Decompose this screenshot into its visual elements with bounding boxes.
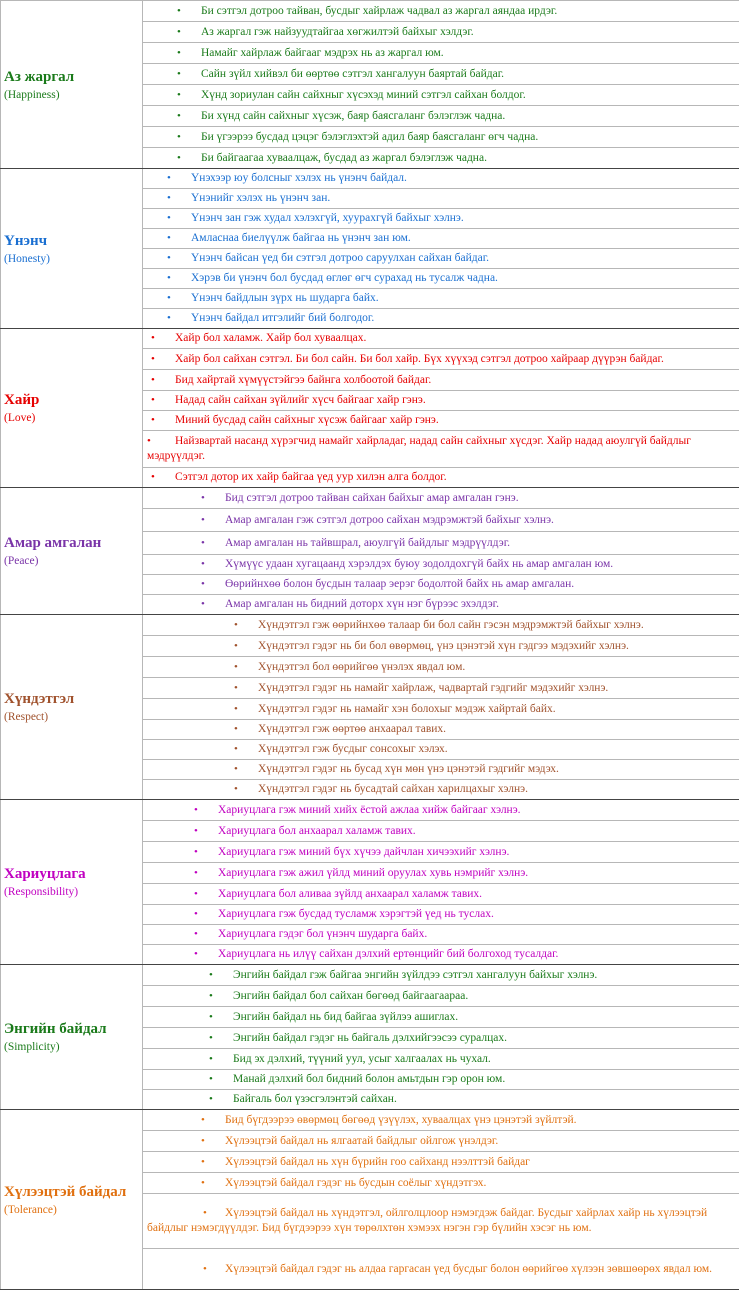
- statement-cell: [143, 678, 739, 699]
- bullet-icon: •: [167, 211, 171, 226]
- statement-cell: [143, 780, 739, 800]
- bullet-icon: •: [147, 434, 151, 449]
- statement-text: Хүндэтгэл гэж өөрийнхөө талаар би бол сайн гэсэн мэдрэмжтэй байхыг хэлнэ.: [143, 618, 739, 633]
- statement-cell: [143, 1070, 739, 1090]
- statement-text: Амар амгалан нь тайвшрал, аюулгүй байдлыг мэдрүүлдэг.: [143, 536, 739, 551]
- statement-text: Хайр бол халамж. Хайр бол хуваалцах.: [143, 331, 739, 346]
- statement-cell: [143, 532, 739, 555]
- category-title: Аз жаргал: [4, 67, 142, 87]
- category-cell: [1, 169, 143, 329]
- statement-text: Би байгаагаа хуваалцаж, бусдад аз жаргал бэлэглэж чадна.: [143, 151, 739, 166]
- statement-text: Хүлээцтэй байдал гэдэг нь бусдын соёлыг хүндэтгэх.: [143, 1176, 739, 1191]
- statement-cell: [143, 1110, 739, 1131]
- bullet-icon: •: [194, 824, 198, 839]
- statement-text: Өөрийнхөө болон бусдын талаар эерэг бодолтой байх нь амар амгалан.: [143, 577, 739, 592]
- statement-cell: [143, 986, 739, 1007]
- statement-cell: [143, 842, 739, 863]
- statement-cell: [143, 22, 739, 43]
- statement-text: Хүндэтгэл гэдэг нь намайг хайрлаж, чадвартай гэдгийг мэдэхийг хэлнэ.: [143, 681, 739, 696]
- statement-text: Хариуцлага бол анхаарал халамж тавих.: [143, 824, 739, 839]
- bullet-icon: •: [177, 88, 181, 103]
- bullet-icon: •: [234, 782, 238, 797]
- category-cell: [1, 1, 143, 169]
- statement-cell: [143, 905, 739, 925]
- category-english-name: (Responsibility): [4, 884, 142, 900]
- statement-cell: [143, 863, 739, 884]
- statement-cell: [143, 1131, 739, 1152]
- statement-text: Хүндэтгэл гэж өөртөө анхаарал тавих.: [143, 722, 739, 737]
- statement-text: Хариуцлага гэж ажил үйлд миний оруулах хувь нэмрийг хэлнэ.: [143, 866, 739, 881]
- statement-text: Хариуцлага бол аливаа зүйлд анхаарал халамж тавих.: [143, 887, 739, 902]
- statement-cell: [143, 720, 739, 740]
- statement-cell: [143, 800, 739, 821]
- statement-text: Хүлээцтэй байдал нь ялгаатай байдлыг ойлгож үнэлдэг.: [143, 1134, 739, 1149]
- category-title: Хайр: [4, 390, 142, 410]
- bullet-icon: •: [209, 1052, 213, 1067]
- category-english-name: (Happiness): [4, 87, 142, 103]
- statement-cell: [143, 821, 739, 842]
- statement-text: Найзвартай насанд хүрэгчид намайг хайрладаг, надад сайн сайхныг хүсдэг. Хайр надад аюулгүй байдлыг мэдрүүлдэг.: [143, 434, 739, 464]
- statement-text: Хариуцлага гэж бусдад тусламж хэрэгтэй үед нь туслах.: [143, 907, 739, 922]
- statement-text: Хүндэтгэл гэдэг нь бусадтай сайхан харилцахыг хэлнэ.: [143, 782, 739, 797]
- bullet-icon: •: [209, 1092, 213, 1107]
- category-cell: [1, 329, 143, 488]
- statement-text: Хүндэтгэл гэдэг нь би бол өвөрмөц, үнэ цэнэтэй хүн гэдгээ мэдэхийг хэлнэ.: [143, 639, 739, 654]
- bullet-icon: •: [234, 722, 238, 737]
- statement-text: Энгийн байдал гэдэг нь байгаль дэлхийгээсээ суралцах.: [143, 1031, 739, 1046]
- statement-text: Бид сэтгэл дотроо тайван сайхан байхыг амар амгалан гэнэ.: [143, 491, 739, 506]
- value-row: [1, 169, 739, 189]
- category-title: Хүлээцтэй байдал: [4, 1182, 142, 1202]
- statement-text: Хүндэтгэл гэдэг нь бусад хүн мөн үнэ цэнэтэй гэдгийг мэдэх.: [143, 762, 739, 777]
- statement-cell: [143, 106, 739, 127]
- bullet-icon: •: [167, 251, 171, 266]
- statement-text: Хүнд зориулан сайн сайхныг хүсэхэд миний сэтгэл сайхан болдог.: [143, 88, 739, 103]
- bullet-icon: •: [234, 762, 238, 777]
- statement-cell: [143, 1090, 739, 1110]
- statement-text: Хүндэтгэл бол өөрийгөө үнэлэх явдал юм.: [143, 660, 739, 675]
- statement-cell: [143, 229, 739, 249]
- statement-text: Би үгээрээ бусдад цэцэг бэлэглэхтэй адил баяр баясгаланг өгч чадна.: [143, 130, 739, 145]
- bullet-icon: •: [201, 1134, 205, 1149]
- category-english-name: (Love): [4, 410, 142, 426]
- statement-text: Хүндэтгэл гэдэг нь намайг хэн болохыг мэдэж хайртай байх.: [143, 702, 739, 717]
- bullet-icon: •: [167, 271, 171, 286]
- statement-cell: [143, 575, 739, 595]
- category-title: Үнэнч: [4, 231, 142, 251]
- statement-cell: [143, 699, 739, 720]
- bullet-icon: •: [151, 393, 155, 408]
- statement-cell: [143, 189, 739, 209]
- statement-cell: [143, 1007, 739, 1028]
- statement-text: Энгийн байдал гэж байгаа энгийн зүйлдээ сэтгэл хангалуун байхыг хэлнэ.: [143, 968, 739, 983]
- statement-cell: [143, 64, 739, 85]
- value-row: [1, 800, 739, 821]
- statement-text: Амар амгалан нь бидний доторх хүн нэг бүрээс эхэлдэг.: [143, 597, 739, 612]
- statement-cell: [143, 636, 739, 657]
- bullet-icon: •: [177, 67, 181, 82]
- bullet-icon: •: [177, 4, 181, 19]
- statement-text: Үнэхээр юу болсныг хэлэх нь үнэнч байдал.: [143, 171, 739, 186]
- value-row: [1, 965, 739, 986]
- bullet-icon: •: [209, 989, 213, 1004]
- statement-cell: [143, 329, 739, 349]
- statement-text: Би хүнд сайн сайхныг хүсэж, баяр баясгаланг бэлэглэж чадна.: [143, 109, 739, 124]
- bullet-icon: •: [201, 1113, 205, 1128]
- bullet-icon: •: [177, 130, 181, 145]
- bullet-icon: •: [167, 231, 171, 246]
- statement-text: Үнэнч зан гэж худал хэлэхгүй, хуурахгүй байхыг хэлнэ.: [143, 211, 739, 226]
- statement-cell: [143, 1049, 739, 1070]
- bullet-icon: •: [209, 1010, 213, 1025]
- statement-text: Энгийн байдал нь бид байгаа зүйлээ ашиглах.: [143, 1010, 739, 1025]
- statement-text: Бид бүгдээрээ өвөрмөц бөгөөд үзүүлэх, хуваалцах үнэ цэнэтэй зүйлтэй.: [143, 1113, 739, 1128]
- statement-cell: [143, 269, 739, 289]
- bullet-icon: •: [177, 46, 181, 61]
- statement-text: Хүлээцтэй байдал нь хүндэтгэл, ойлголцлоор нэмэгдэж байдаг. Бусдыг хайрлах хайр нь хүлээцтэй байдлыг нэмэгдүүлдэг. Бид бүгдээрээ хүн төрөлхтөн хэмээх нэгэн гэр бүлийн хэсэг нь юм.: [143, 1206, 739, 1236]
- bullet-icon: •: [209, 968, 213, 983]
- statement-text: Энгийн байдал бол сайхан бөгөөд байгаагаараа.: [143, 989, 739, 1004]
- bullet-icon: •: [203, 1206, 207, 1221]
- bullet-icon: •: [194, 947, 198, 962]
- bullet-icon: •: [194, 907, 198, 922]
- statement-text: Хэрэв би үнэнч бол бусдад өглөг өгч сурахад нь тусалж чадна.: [143, 271, 739, 286]
- statement-cell: [143, 925, 739, 945]
- statement-cell: [143, 1249, 739, 1290]
- bullet-icon: •: [201, 577, 205, 592]
- bullet-icon: •: [201, 491, 205, 506]
- bullet-icon: •: [194, 887, 198, 902]
- bullet-icon: •: [177, 109, 181, 124]
- statement-cell: [143, 391, 739, 411]
- bullet-icon: •: [151, 352, 155, 367]
- bullet-icon: •: [194, 803, 198, 818]
- statement-text: Сайн зүйл хийвэл би өөртөө сэтгэл хангалуун баяртай байдаг.: [143, 67, 739, 82]
- statement-text: Үнэнийг хэлэх нь үнэнч зан.: [143, 191, 739, 206]
- bullet-icon: •: [201, 536, 205, 551]
- value-row: [1, 329, 739, 349]
- bullet-icon: •: [234, 660, 238, 675]
- statement-cell: [143, 1152, 739, 1173]
- bullet-icon: •: [201, 597, 205, 612]
- bullet-icon: •: [209, 1072, 213, 1087]
- bullet-icon: •: [167, 171, 171, 186]
- bullet-icon: •: [203, 1262, 207, 1277]
- value-row: [1, 1, 739, 22]
- category-english-name: (Respect): [4, 709, 142, 725]
- statement-cell: [143, 148, 739, 169]
- value-row: [1, 488, 739, 509]
- bullet-icon: •: [151, 373, 155, 388]
- statement-text: Үнэнч байдлын зүрх нь шударга байх.: [143, 291, 739, 306]
- bullet-icon: •: [234, 702, 238, 717]
- bullet-icon: •: [194, 866, 198, 881]
- statement-text: Хайр бол сайхан сэтгэл. Би бол сайн. Би бол хайр. Бүх хүүхэд сэтгэл дотроо хайраар дүүрэн байдаг.: [143, 352, 739, 367]
- statement-cell: [143, 85, 739, 106]
- category-english-name: (Tolerance): [4, 1202, 142, 1218]
- statement-cell: [143, 945, 739, 965]
- statement-text: Хариуцлага гэдэг бол үнэнч шударга байх.: [143, 927, 739, 942]
- statement-cell: [143, 595, 739, 615]
- statement-text: Амар амгалан гэж сэтгэл дотроо сайхан мэдрэмжтэй байхыг хэлнэ.: [143, 513, 739, 528]
- statement-text: Хүмүүс удаан хугацаанд хэрэлдэх буюу зодолдохгүй байх нь амар амгалан юм.: [143, 557, 739, 572]
- statement-text: Хүлээцтэй байдал гэдэг нь алдаа гаргасан үед бусдыг болон өөрийгөө хүлээн зөвшөөрөх явдал юм.: [143, 1262, 739, 1277]
- bullet-icon: •: [201, 557, 205, 572]
- value-row: [1, 1110, 739, 1131]
- statement-text: Хариуцлага гэж миний бүх хүчээ дайчлан хичээхийг хэлнэ.: [143, 845, 739, 860]
- statement-text: Би сэтгэл дотроо тайван, бусдыг хайрлаж чадвал аз жаргал аяндаа ирдэг.: [143, 4, 739, 19]
- statement-text: Надад сайн сайхан зүйлийг хүсч байгааг хайр гэнэ.: [143, 393, 739, 408]
- statement-cell: [143, 615, 739, 636]
- statement-text: Намайг хайрлаж байгааг мэдрэх нь аз жаргал юм.: [143, 46, 739, 61]
- category-cell: [1, 615, 143, 800]
- bullet-icon: •: [234, 681, 238, 696]
- bullet-icon: •: [201, 1176, 205, 1191]
- bullet-icon: •: [177, 25, 181, 40]
- statement-cell: [143, 127, 739, 148]
- statement-cell: [143, 169, 739, 189]
- bullet-icon: •: [201, 513, 205, 528]
- bullet-icon: •: [234, 618, 238, 633]
- bullet-icon: •: [234, 742, 238, 757]
- bullet-icon: •: [151, 470, 155, 485]
- category-title: Амар амгалан: [4, 533, 142, 553]
- statement-cell: [143, 431, 739, 468]
- statement-cell: [143, 740, 739, 760]
- statement-cell: [143, 1, 739, 22]
- statement-cell: [143, 884, 739, 905]
- category-title: Энгийн байдал: [4, 1019, 142, 1039]
- bullet-icon: •: [234, 639, 238, 654]
- bullet-icon: •: [194, 927, 198, 942]
- category-english-name: (Simplicity): [4, 1039, 142, 1055]
- statement-cell: [143, 209, 739, 229]
- bullet-icon: •: [194, 845, 198, 860]
- statement-cell: [143, 760, 739, 780]
- statement-text: Бид эх дэлхий, түүний уул, усыг халгаалах нь чухал.: [143, 1052, 739, 1067]
- statement-cell: [143, 309, 739, 329]
- statement-text: Хүлээцтэй байдал нь хүн бүрийн гоо сайханд нээлттэй байдаг: [143, 1155, 739, 1170]
- bullet-icon: •: [201, 1155, 205, 1170]
- statement-cell: [143, 1194, 739, 1249]
- statement-cell: [143, 488, 739, 509]
- category-cell: [1, 800, 143, 965]
- category-cell: [1, 965, 143, 1110]
- statement-cell: [143, 1028, 739, 1049]
- statement-text: Аз жаргал гэж найзуудтайгаа хөгжилтэй байхыг хэлдэг.: [143, 25, 739, 40]
- statement-cell: [143, 509, 739, 532]
- statement-cell: [143, 657, 739, 678]
- statement-cell: [143, 555, 739, 575]
- statement-text: Миний бусдад сайн сайхныг хүсэж байгааг хайр гэнэ.: [143, 413, 739, 428]
- statement-text: Үнэнч байсан үед би сэтгэл дотроо саруулхан сайхан байдаг.: [143, 251, 739, 266]
- statement-cell: [143, 965, 739, 986]
- statement-text: Манай дэлхий бол бидний болон амьтдын гэр орон юм.: [143, 1072, 739, 1087]
- category-title: Хүндэтгэл: [4, 689, 142, 709]
- statement-text: Бид хайртай хүмүүстэйгээ байнга холбоотой байдаг.: [143, 373, 739, 388]
- statement-cell: [143, 468, 739, 488]
- category-title: Хариуцлага: [4, 864, 142, 884]
- category-english-name: (Peace): [4, 553, 142, 569]
- statement-cell: [143, 43, 739, 64]
- statement-text: Хариуцлага гэж миний хийх ёстой ажлаа хийж байгааг хэлнэ.: [143, 803, 739, 818]
- statement-text: Байгаль бол үзэсгэлэнтэй сайхан.: [143, 1092, 739, 1107]
- bullet-icon: •: [167, 291, 171, 306]
- statement-cell: [143, 411, 739, 431]
- bullet-icon: •: [167, 311, 171, 326]
- statement-text: Сэтгэл дотор их хайр байгаа үед уур хилэн алга болдог.: [143, 470, 739, 485]
- bullet-icon: •: [177, 151, 181, 166]
- statement-cell: [143, 249, 739, 269]
- statement-text: Хүндэтгэл гэж бусдыг сонсохыг хэлэх.: [143, 742, 739, 757]
- statement-cell: [143, 1173, 739, 1194]
- bullet-icon: •: [151, 413, 155, 428]
- category-cell: [1, 488, 143, 615]
- statement-text: Хариуцлага нь илүү сайхан дэлхий ертөнцийг бий болгоход тусалдаг.: [143, 947, 739, 962]
- statement-text: Амласнаа биелүүлж байгаа нь үнэнч зан юм.: [143, 231, 739, 246]
- bullet-icon: •: [167, 191, 171, 206]
- bullet-icon: •: [209, 1031, 213, 1046]
- statement-text: Үнэнч байдал итгэлийг бий болгодог.: [143, 311, 739, 326]
- statement-cell: [143, 349, 739, 370]
- bullet-icon: •: [151, 331, 155, 346]
- value-row: [1, 615, 739, 636]
- statement-cell: [143, 289, 739, 309]
- statement-cell: [143, 370, 739, 391]
- category-english-name: (Honesty): [4, 251, 142, 267]
